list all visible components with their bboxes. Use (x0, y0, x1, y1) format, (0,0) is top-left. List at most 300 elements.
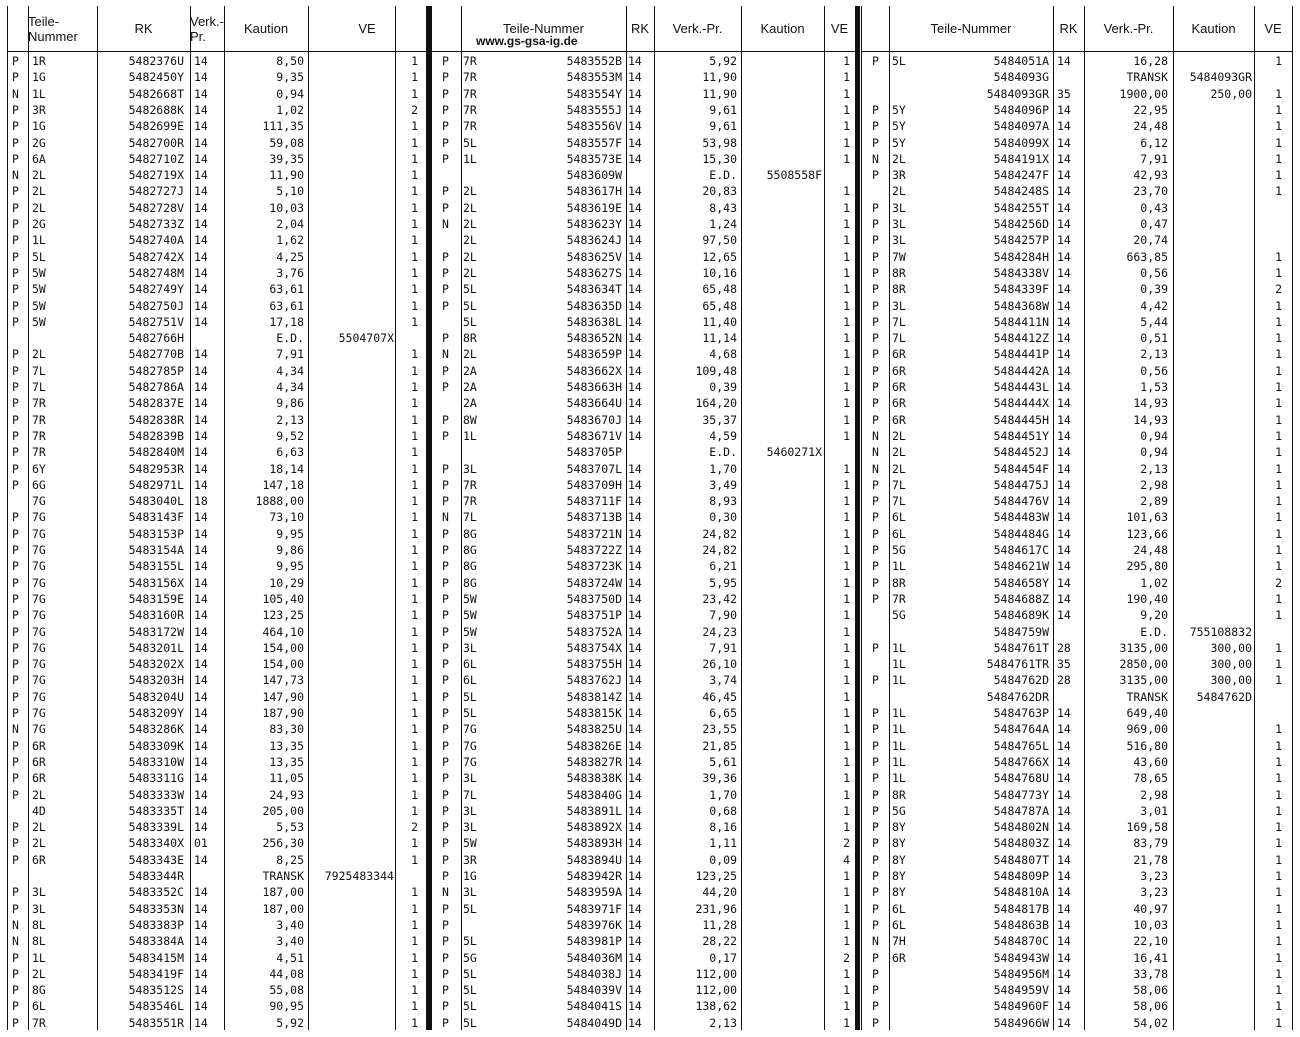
flag-cell: P (872, 314, 879, 329)
ve-cell: 1 (411, 477, 418, 492)
table-row (862, 510, 1292, 526)
price-cell: 9,95 (276, 526, 304, 541)
column-header-rk: RK (134, 21, 153, 36)
ve-cell: 1 (411, 983, 418, 998)
ve-cell: 1 (411, 151, 418, 166)
price-cell: 8,25 (276, 852, 304, 867)
code-cell: 8G (463, 543, 477, 557)
flag-cell: P (872, 901, 879, 916)
part-number-cell: 5484248S (993, 184, 1049, 199)
part-number-cell: 5482688K (128, 102, 184, 117)
flag-cell: P (442, 575, 449, 590)
ve-cell: 1 (1275, 754, 1282, 769)
ve-cell: 1 (1275, 526, 1282, 541)
flag-cell: P (12, 885, 19, 900)
flag-cell: P (872, 640, 879, 655)
rk-cell: 14 (1057, 233, 1071, 248)
part-number-cell: 5484442A (993, 363, 1049, 378)
ve-cell: 1 (843, 298, 850, 313)
part-number-cell: 5483825U (566, 722, 622, 737)
table-row (8, 820, 426, 836)
price-cell: 0,09 (709, 852, 737, 867)
flag-cell: P (872, 983, 879, 998)
table-row (862, 804, 1292, 820)
part-number-cell: 5483343E (128, 852, 184, 867)
ve-cell: 1 (1275, 412, 1282, 427)
part-number-cell: 5483143F (128, 510, 184, 525)
ve-cell: 1 (411, 966, 418, 981)
flag-cell: P (12, 282, 19, 297)
ve-cell: 1 (411, 445, 418, 460)
flag-cell: P (12, 200, 19, 215)
rk-cell: 14 (194, 657, 208, 672)
rk-cell: 14 (628, 934, 642, 949)
table-row (432, 152, 855, 168)
rk-cell: 14 (194, 917, 208, 932)
code-cell: 3L (892, 233, 906, 248)
code-cell: 7R (32, 428, 46, 443)
rk-cell: 14 (194, 526, 208, 541)
ve-cell: 1 (1275, 917, 1282, 932)
ve-cell: 1 (1275, 885, 1282, 900)
table-row (432, 429, 855, 445)
ve-cell: 1 (843, 754, 850, 769)
price-cell: 0,68 (709, 803, 737, 818)
table-row (862, 119, 1292, 135)
column-header-part-number: Teile-Nummer (930, 21, 1012, 36)
part-number-cell: 5483512S (128, 983, 184, 998)
part-number-cell: 5483310W (128, 754, 184, 769)
ve-cell: 1 (411, 706, 418, 720)
table-row (862, 625, 1292, 641)
rk-cell: 14 (1057, 461, 1071, 476)
rk-cell: 14 (1057, 168, 1071, 183)
code-cell: 3L (32, 901, 46, 916)
price-cell: 0,39 (1140, 282, 1168, 297)
ve-cell: 1 (843, 706, 850, 720)
table-row (862, 543, 1292, 559)
flag-cell: P (442, 363, 449, 378)
code-cell: 1L (892, 722, 906, 737)
price-cell: 111,35 (262, 119, 304, 134)
rk-cell: 14 (194, 787, 208, 802)
table-row (8, 445, 426, 461)
flag-cell: P (442, 771, 449, 786)
part-number-cell: 5483891L (566, 803, 622, 818)
flag-cell: P (12, 102, 19, 117)
flag-cell: P (12, 119, 19, 134)
price-cell: 6,63 (276, 445, 304, 460)
part-number-cell: 5483619E (566, 200, 622, 215)
code-cell: 6L (892, 510, 906, 525)
code-cell: 5W (463, 624, 477, 639)
flag-cell: P (12, 526, 19, 541)
price-cell: 663,85 (1126, 249, 1168, 264)
price-cell: 18,14 (269, 461, 304, 476)
part-number-cell: 5483555J (566, 102, 622, 117)
ve-cell: 1 (1275, 787, 1282, 802)
table-row (432, 934, 855, 950)
flag-cell: N (12, 722, 19, 737)
rk-cell: 14 (628, 836, 642, 851)
price-cell: 0,43 (1140, 200, 1168, 215)
table-row (8, 934, 426, 950)
part-number-cell: 5483551R (128, 1015, 184, 1030)
flag-cell: P (872, 852, 879, 867)
price-cell: 2,13 (1140, 461, 1168, 476)
rk-cell: 35 (1057, 657, 1071, 672)
code-cell: 2A (463, 396, 477, 411)
ve-cell: 1 (1275, 640, 1282, 655)
flag-cell: P (872, 543, 879, 557)
part-number-cell: 5483153P (128, 526, 184, 541)
table-row (432, 967, 855, 983)
rk-cell: 14 (194, 510, 208, 525)
table-row (432, 331, 855, 347)
flag-cell: P (442, 624, 449, 639)
code-cell: 6L (463, 673, 477, 688)
table-row (432, 87, 855, 103)
part-number-cell: 5483415M (128, 950, 184, 965)
rk-cell: 14 (1057, 265, 1071, 280)
part-number-cell: 5483419F (128, 966, 184, 981)
ve-cell: 1 (1275, 559, 1282, 574)
flag-cell: P (12, 363, 19, 378)
column-header-ve: VE (1264, 21, 1282, 36)
rk-cell: 14 (194, 608, 208, 623)
code-cell: 2L (463, 200, 477, 215)
part-number-cell: 5482728V (128, 200, 184, 215)
code-cell: 5W (32, 265, 46, 280)
rk-cell: 14 (1057, 526, 1071, 541)
flag-cell: P (12, 966, 19, 981)
ve-cell: 1 (843, 249, 850, 264)
code-cell: 7R (463, 119, 477, 134)
flag-cell: P (12, 445, 19, 460)
part-number-cell: 5484338V (993, 265, 1049, 280)
code-cell: 6R (892, 412, 906, 427)
ve-cell: 1 (843, 477, 850, 492)
ve-cell: 1 (843, 200, 850, 215)
table-row (862, 592, 1292, 608)
price-cell: 138,62 (695, 999, 737, 1014)
part-number-cell: 5483311G (128, 771, 184, 786)
price-cell: 190,40 (1126, 591, 1168, 606)
rk-cell: 14 (194, 477, 208, 492)
code-cell: 8Y (892, 885, 906, 900)
table-row (862, 690, 1292, 706)
part-number-cell: 5482668T (128, 86, 184, 101)
flag-cell: P (12, 950, 19, 965)
part-number-cell: 5483662X (566, 363, 622, 378)
ve-cell: 1 (843, 983, 850, 998)
ve-cell: 1 (843, 70, 850, 85)
flag-cell: P (12, 396, 19, 411)
part-number-cell: 5483976K (566, 917, 622, 932)
code-cell: 6Y (32, 461, 46, 476)
code-cell: 7G (32, 689, 46, 704)
part-number-cell: 5484762D (993, 673, 1049, 688)
price-cell: 101,63 (1126, 510, 1168, 525)
table-row (432, 445, 855, 461)
flag-cell: P (442, 754, 449, 769)
rk-cell: 14 (194, 314, 208, 329)
rk-cell: 14 (628, 282, 642, 297)
code-cell: 2G (32, 217, 46, 231)
price-cell: 17,18 (269, 314, 304, 329)
part-number-cell: 5484093GR (986, 86, 1049, 101)
ve-cell: 1 (1275, 298, 1282, 313)
flag-cell: P (442, 151, 449, 166)
ve-cell: 1 (843, 461, 850, 476)
table-row (8, 396, 426, 412)
flag-cell: P (442, 722, 449, 737)
rk-cell: 14 (628, 885, 642, 900)
flag-cell: P (442, 934, 449, 949)
ve-cell: 1 (843, 347, 850, 362)
price-cell: 9,52 (276, 428, 304, 443)
price-cell: 4,51 (276, 950, 304, 965)
code-cell: 3L (463, 771, 477, 786)
price-cell: 53,98 (702, 135, 737, 150)
price-cell: 83,79 (1133, 836, 1168, 851)
flag-cell: P (442, 983, 449, 998)
flag-cell: P (872, 591, 879, 606)
code-cell: 5L (463, 314, 477, 329)
code-cell: 8G (463, 559, 477, 574)
flag-cell: P (12, 624, 19, 639)
part-number-cell: 5484773Y (993, 787, 1049, 802)
table-panel-3 (861, 6, 1293, 1030)
table-row (432, 576, 855, 592)
part-number-cell: 5484817B (993, 901, 1049, 916)
rk-cell: 14 (194, 689, 208, 704)
table-row (8, 103, 426, 119)
table-row (8, 967, 426, 983)
code-cell: 7R (463, 86, 477, 101)
code-cell: 6L (32, 999, 46, 1014)
table-row (432, 999, 855, 1015)
part-number-cell: 5482751V (128, 314, 184, 329)
ve-cell: 1 (411, 119, 418, 134)
price-cell: 5,10 (276, 184, 304, 199)
rk-cell: 14 (1057, 934, 1071, 949)
price-cell: 1900,00 (1119, 86, 1168, 101)
ve-cell: 1 (411, 934, 418, 949)
ve-cell: 1 (1275, 934, 1282, 949)
ve-cell: 1 (843, 673, 850, 688)
part-number-cell: 5484658Y (993, 575, 1049, 590)
table-row (862, 885, 1292, 901)
ve-cell: 1 (843, 217, 850, 231)
code-cell: 8G (463, 575, 477, 590)
ve-cell: 1 (411, 673, 418, 688)
price-cell: 0,17 (709, 950, 737, 965)
part-number-cell: 5484763P (993, 706, 1049, 720)
table-row (8, 951, 426, 967)
part-number-cell: 5482742X (128, 249, 184, 264)
code-cell: 6A (32, 151, 46, 166)
rk-cell: 14 (194, 820, 208, 835)
code-cell: 1L (32, 86, 46, 101)
ve-cell: 1 (411, 428, 418, 443)
table-row (8, 70, 426, 86)
table-row (432, 592, 855, 608)
code-cell: 7R (463, 70, 477, 85)
part-number-cell: 5483623Y (566, 217, 622, 231)
deposit-cell: 5504707X (338, 331, 394, 346)
website-url[interactable]: www.gs-gsa-ig.de (476, 34, 578, 48)
table-row (8, 168, 426, 184)
code-cell: 8R (892, 265, 906, 280)
part-number-cell: 5484943W (993, 950, 1049, 965)
price-cell: 11,90 (702, 86, 737, 101)
code-cell: 5L (463, 999, 477, 1014)
table-row (8, 885, 426, 901)
code-cell: 5L (463, 966, 477, 981)
ve-cell: 1 (411, 363, 418, 378)
ve-cell: 1 (411, 771, 418, 786)
code-cell: 7L (463, 787, 477, 802)
table-row (432, 250, 855, 266)
flag-cell: N (442, 217, 449, 231)
table-row (432, 266, 855, 282)
price-cell: 0,94 (1140, 428, 1168, 443)
code-cell: 8Y (892, 869, 906, 883)
rk-cell: 14 (628, 412, 642, 427)
code-cell: 6L (463, 657, 477, 672)
part-number-cell: 5482953R (128, 461, 184, 476)
part-number-cell: 5483609W (566, 168, 622, 183)
price-cell: 187,00 (262, 885, 304, 900)
part-number-cell: 5483840G (566, 787, 622, 802)
price-cell: 39,35 (269, 151, 304, 166)
flag-cell: P (12, 608, 19, 623)
flag-cell: P (442, 543, 449, 557)
price-cell: 3,76 (276, 265, 304, 280)
code-cell: 2G (32, 135, 46, 150)
part-number-cell: 5483814Z (566, 689, 622, 704)
rk-cell: 14 (194, 624, 208, 639)
part-number-cell: 5483556V (566, 119, 622, 134)
price-cell: 24,82 (702, 543, 737, 557)
rk-cell: 14 (194, 999, 208, 1014)
part-number-cell: 5483670J (566, 412, 622, 427)
code-cell: 6R (32, 738, 46, 753)
price-cell: 969,00 (1126, 722, 1168, 737)
part-number-cell: 5484765L (993, 738, 1049, 753)
table-row (8, 625, 426, 641)
price-cell: 97,50 (702, 233, 737, 248)
code-cell: 5L (463, 298, 477, 313)
flag-cell: P (442, 428, 449, 443)
flag-cell: P (442, 54, 449, 68)
flag-cell: P (872, 526, 879, 541)
price-cell: 40,97 (1133, 901, 1168, 916)
ve-cell: 1 (843, 119, 850, 134)
flag-cell: P (442, 200, 449, 215)
part-number-cell: 5484761TR (986, 657, 1049, 672)
code-cell: 1L (892, 754, 906, 769)
code-cell: 3R (32, 102, 46, 117)
code-cell: 2L (463, 249, 477, 264)
rk-cell: 14 (194, 754, 208, 769)
part-number-cell: 5483286K (128, 722, 184, 737)
flag-cell: P (442, 184, 449, 199)
table-row (432, 869, 855, 885)
table-row (8, 690, 426, 706)
part-number-cell: 5483384A (128, 934, 184, 949)
ve-cell: 1 (843, 396, 850, 411)
rk-cell: 14 (1057, 347, 1071, 362)
price-cell: 105,40 (262, 591, 304, 606)
flag-cell: P (872, 494, 879, 509)
rk-cell: 14 (1057, 184, 1071, 199)
code-cell: 5L (463, 934, 477, 949)
table-row (862, 657, 1292, 673)
code-cell: 8R (892, 282, 906, 297)
table-row (8, 576, 426, 592)
table-row (862, 608, 1292, 624)
rk-cell: 14 (628, 233, 642, 248)
table-row (862, 494, 1292, 510)
code-cell: 2A (463, 363, 477, 378)
flag-cell: P (872, 1015, 879, 1030)
rk-cell: 14 (628, 135, 642, 150)
price-cell: 16,41 (1133, 950, 1168, 965)
part-number-cell: 5483339L (128, 820, 184, 835)
code-cell: 5Y (892, 119, 906, 134)
ve-cell: 1 (1275, 608, 1282, 623)
price-cell: 112,00 (695, 983, 737, 998)
price-cell: 83,30 (269, 722, 304, 737)
part-number-cell: 5483209Y (128, 706, 184, 720)
code-cell: 1L (463, 151, 477, 166)
rk-cell: 14 (194, 184, 208, 199)
part-number-cell: 5483638L (566, 314, 622, 329)
code-cell: 7L (32, 363, 46, 378)
price-cell: 24,23 (702, 624, 737, 639)
code-cell: 8G (32, 983, 46, 998)
table-row (862, 429, 1292, 445)
code-cell: 1G (32, 119, 46, 134)
flag-cell: P (442, 135, 449, 150)
rk-cell: 14 (194, 380, 208, 394)
price-cell: 147,73 (262, 673, 304, 688)
code-cell: 5W (463, 591, 477, 606)
part-number-cell: 5483154A (128, 543, 184, 557)
rk-cell: 14 (1057, 331, 1071, 346)
flag-cell: P (872, 559, 879, 574)
part-number-cell: 5482837E (128, 396, 184, 411)
price-cell: 8,43 (709, 200, 737, 215)
panel-divider (856, 6, 860, 1030)
ve-cell: 1 (843, 917, 850, 932)
code-cell: 5W (463, 608, 477, 623)
rk-cell: 14 (628, 999, 642, 1014)
flag-cell: P (872, 803, 879, 818)
flag-cell: P (872, 380, 879, 394)
flag-cell: P (872, 102, 879, 117)
table-row (8, 299, 426, 315)
table-row (432, 983, 855, 999)
ve-cell: 1 (1275, 869, 1282, 883)
rk-cell: 14 (194, 151, 208, 166)
price-cell: 9,95 (276, 559, 304, 574)
rk-cell: 14 (194, 803, 208, 818)
code-cell: 5L (463, 282, 477, 297)
code-cell: 3R (463, 852, 477, 867)
